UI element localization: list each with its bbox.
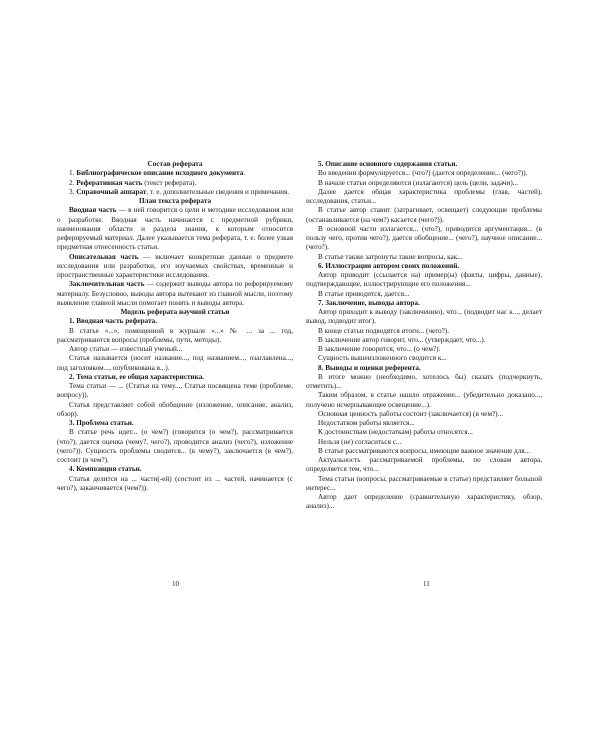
- paragraph: В конце статьи подводятся итоги... (чего?).: [318, 326, 449, 335]
- page-number-left: 10: [172, 580, 179, 588]
- paragraph: В заключение говорится, что... (о чем?).: [318, 345, 441, 353]
- paragraph: Автор дает определение (сравнительную характеристику, обзор, анализ)...: [306, 493, 542, 511]
- right-page: [306, 160, 542, 512]
- subheading: 1. Вводная часть реферата.: [69, 317, 158, 326]
- paragraph: Актуальность рассматриваемой проблемы, по словам автора, определяется тем, что...: [306, 456, 542, 474]
- section-title: План текста реферата: [138, 197, 212, 205]
- paragraph: В статье рассматриваются вопросы, имеющие важное значение для...: [318, 446, 531, 455]
- paragraph: Во введении формулируется... (что?) (дается определение... (чего?)).: [318, 169, 528, 178]
- paragraph: Тема статьи — ... (Статья на тему..., Статья посвящена теме (проблеме, вопросу)).: [57, 382, 293, 400]
- list-item: 2. Реферативная часть (текст реферата).: [69, 178, 197, 187]
- paragraph: В итоге можно (необходимо, хотелось бы) сказать (подчеркнуть, отметить)...: [306, 372, 542, 390]
- paragraph: Автор приходит к выводу (заключению), что... (подводит нас к..., делает вывод, подводит итог).: [306, 308, 542, 326]
- paragraph: Статья представляет собой обобщение (изложение, описание, анализ, обзор).: [57, 400, 293, 418]
- paragraph: В статье приводится, дается...: [318, 289, 410, 298]
- subheading: 4. Композиция статьи.: [69, 465, 142, 474]
- paragraph: В статье автор ставит (затрагивает, освещает) следующие проблемы (останавливается (на чем?) касается (чего?)).: [306, 206, 542, 224]
- paragraph: Статья называется (носит название..., под названием..., озаглавлена..., под заголовком..., опубликована в...).: [57, 354, 293, 372]
- paragraph: Сущность вышеизложенного сводится к...: [318, 354, 447, 363]
- left-page: [57, 160, 293, 493]
- subheading: 5. Описание основного содержания статьи.: [318, 160, 458, 168]
- paragraph: Описательная часть — включает конкретные данные о предмете исследования или разработки, его изучаемых свойствах, временные и пространственные характеристики исследования.: [57, 252, 294, 279]
- paragraph: Вводная часть — в ней говорится о цели и методике исследования или о разработке. Вводная часть начинается с предметной рубрики, наименования области и раздела знания, к которым относится реферируемый материал. Далее указывается тема реферата, т. е. более узкая предметная отнесенность статьи.: [57, 206, 293, 252]
- paragraph: В начале статьи определяются (излагаются) цель (цели, задачи)...: [318, 178, 519, 187]
- paragraph: Тема статьи (вопросы, рассматриваемые в статье) представляет большой интерес...: [306, 474, 542, 492]
- subheading: 2. Тема статьи, ее общая характеристика.: [69, 372, 205, 381]
- paragraph: Основная ценность работы состоит (заключается) (в чем?)...: [318, 409, 503, 418]
- list-item: 1. Библиографическое описание исходного документа.: [69, 169, 246, 178]
- section-title: Модель реферата научной статьи: [120, 308, 230, 316]
- paragraph: В статье также затронуты такие вопросы, как...: [318, 252, 463, 261]
- subheading: 6. Иллюстрации автором своих положений.: [318, 261, 460, 270]
- paragraph: Далее дается общая характеристика проблемы (глав, частей), исследования, статьи...: [306, 187, 542, 205]
- paragraph: К достоинствам (недостаткам) работы относятся...: [318, 428, 473, 437]
- paragraph: В статье речь идет... (о чем?) (говорится (о чем?), рассматривается (что?), дается оценка (чему?, чего?), проводится анализ (чего?), изложение (чего?)). Сущность проблемы сводится... (к чему?), заключается (в чем?), состоит (в чем?).: [57, 428, 293, 464]
- section-title: Состав реферата: [147, 160, 203, 168]
- subheading: 3. Проблема статьи.: [69, 419, 134, 427]
- paragraph: В заключение автор говорит, что... (утверждает, что...).: [318, 335, 486, 344]
- paragraph: В основной части излагается... (что?), приводится аргументация... (в пользу чего, против чего?), дается обобщение... (чего?), научное описание... (чего?).: [306, 224, 542, 252]
- subheading: 7. Заключение, выводы автора.: [318, 298, 420, 307]
- paragraph: Недостатком работы является...: [318, 419, 415, 427]
- page-number-right: 11: [423, 580, 430, 588]
- paragraph: Автор приводит (ссылается на) пример(ы) (факты, цифры, данные), подтверждающие, иллюстрирующие его положения...: [306, 271, 542, 289]
- paragraph: Таким образом, в статье нашло отражение... (убедительно доказано..., получено исчерпывающее освещение...).: [306, 391, 542, 409]
- subheading: 8. Выводы и оценки референта.: [318, 363, 421, 372]
- paragraph: Заключительная часть — содержит выводы автора по реферируемому материалу. Безусловно, выводы автора вытекают из главной мысли, поэтому выявление главной мысли помогает понять и выводы автора.: [57, 280, 293, 307]
- paragraph: Автор статьи — известный ученый...: [69, 345, 183, 353]
- paragraph: Статья делится на ... части(-ей) (состоит из ... частей, начинается (с чего?), заканчивается (чем?)).: [57, 474, 293, 492]
- list-item: 3. Справочный аппарат, т. е. дополнительные сведения и примечания.: [69, 187, 290, 196]
- paragraph: В статье «...», помещенной в журнале «...» № ... за ... год, рассматриваются вопросы (проблемы, пути, методы).: [57, 326, 293, 344]
- paragraph: Нельзя (не) согласиться с...: [318, 437, 402, 446]
